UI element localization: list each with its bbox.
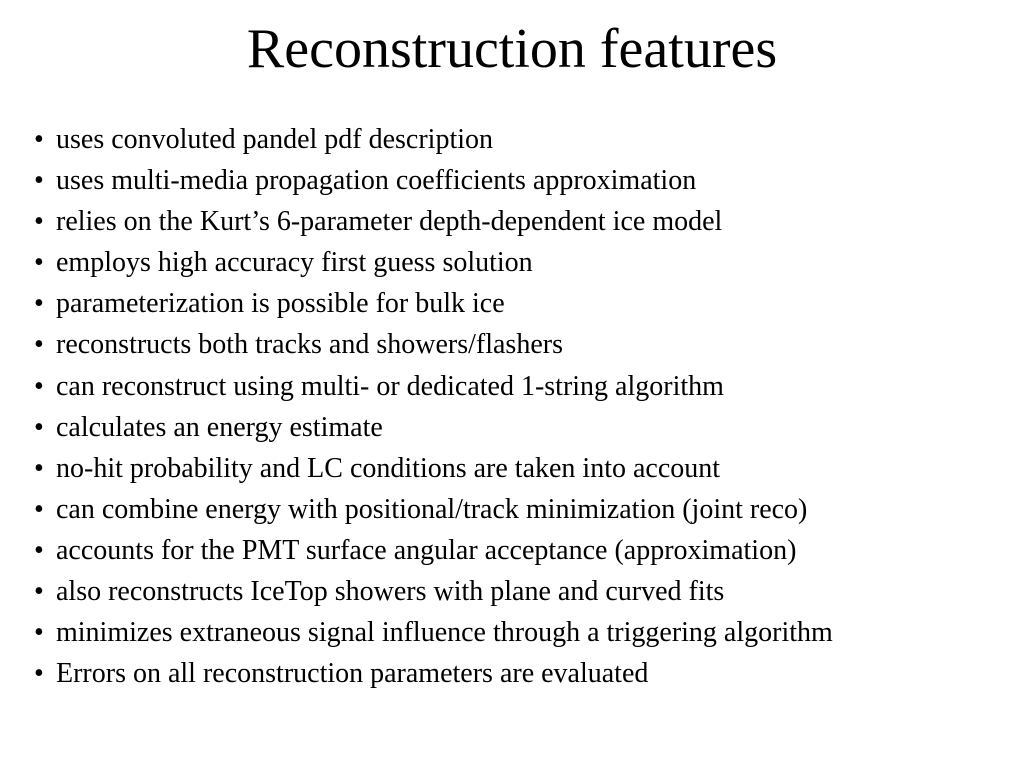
bullet-icon: • xyxy=(34,370,44,402)
bullet-list xyxy=(34,119,833,694)
bullet-text: uses convoluted pandel pdf description xyxy=(56,124,494,155)
bullet-item xyxy=(34,119,833,160)
bullet-text: accounts for the PMT surface angular acceptance (approximation) xyxy=(56,534,797,566)
bullet-icon: • xyxy=(34,247,44,279)
bullet-icon: • xyxy=(34,452,44,484)
bullet-icon: • xyxy=(34,658,44,690)
bullet-text: can reconstruct using multi- or dedicated 1-string algorithm xyxy=(56,370,724,402)
bullet-text: can combine energy with positional/track minimization (joint reco) xyxy=(56,493,808,525)
bullet-icon: • xyxy=(34,576,44,608)
bullet-text: parameterization is possible for bulk ice xyxy=(56,288,505,320)
bullet-icon: • xyxy=(34,288,44,320)
bullet-text: also reconstructs IceTop showers with plane and curved fits xyxy=(56,576,725,608)
bullet-icon: • xyxy=(34,411,44,443)
bullet-item xyxy=(34,242,833,283)
bullet-item xyxy=(34,366,833,407)
bullet-text: employs high accuracy first guess solution xyxy=(56,247,533,279)
bullet-item xyxy=(34,407,833,448)
bullet-text: minimizes extraneous signal influence through a triggering algorithm xyxy=(56,617,833,649)
bullet-item xyxy=(34,324,833,365)
bullet-item xyxy=(34,201,833,242)
bullet-icon: • xyxy=(34,206,44,238)
slide-title: Reconstruction features xyxy=(246,18,778,80)
bullet-item xyxy=(34,653,833,694)
bullet-icon: • xyxy=(34,617,44,649)
bullet-text: uses multi-media propagation coefficients approximation xyxy=(56,165,697,197)
bullet-icon: • xyxy=(34,493,44,525)
bullet-icon: • xyxy=(34,165,44,197)
bullet-icon: • xyxy=(34,124,44,155)
bullet-text: calculates an energy estimate xyxy=(56,411,383,443)
bullet-text: Errors on all reconstruction parameters are evaluated xyxy=(56,658,649,690)
bullet-text: reconstructs both tracks and showers/flashers xyxy=(56,329,563,361)
bullet-icon: • xyxy=(34,534,44,566)
bullet-item xyxy=(34,283,833,324)
bullet-text: no-hit probability and LC conditions are taken into account xyxy=(56,452,721,484)
bullet-item xyxy=(34,612,833,653)
bullet-item xyxy=(34,530,833,571)
bullet-item xyxy=(34,160,833,201)
bullet-text: relies on the Kurt’s 6-parameter depth-dependent ice model xyxy=(56,206,723,238)
bullet-item xyxy=(34,448,833,489)
bullet-item xyxy=(34,489,833,530)
bullet-icon: • xyxy=(34,329,44,361)
bullet-item xyxy=(34,571,833,612)
